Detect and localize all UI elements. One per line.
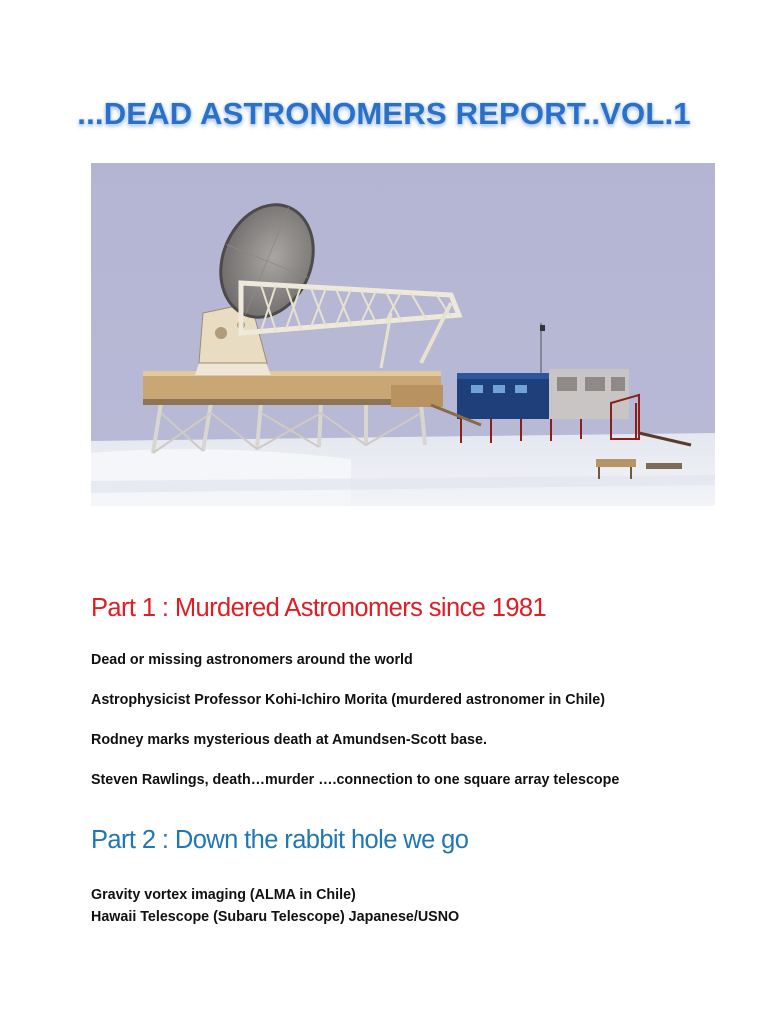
part1-line-morita: Astrophysicist Professor Kohi-Ichiro Morita (murdered astronomer in Chile) [91, 692, 605, 708]
part2-line-hawaii-telescope: Hawaii Telescope (Subaru Telescope) Japanese/USNO [91, 909, 460, 925]
telescope-mount [195, 363, 271, 375]
part2-line-gravity-vortex: Gravity vortex imaging (ALMA in Chile) [91, 887, 356, 903]
part1-line-steven-rawlings: Steven Rawlings, death…murder ….connection to one square array telescope [91, 772, 620, 788]
document-title: ...DEAD ASTRONOMERS REPORT..VOL.1 [77, 96, 691, 131]
part1-line-rodney-marks: Rodney marks mysterious death at Amundsen-Scott base. [91, 732, 487, 748]
telescope-photo [91, 163, 715, 506]
part1-line-dead-or-missing: Dead or missing astronomers around the world [91, 652, 413, 668]
part2-heading: Part 2 : Down the rabbit hole we go [91, 826, 469, 854]
part1-heading: Part 1 : Murdered Astronomers since 1981 [91, 594, 547, 622]
